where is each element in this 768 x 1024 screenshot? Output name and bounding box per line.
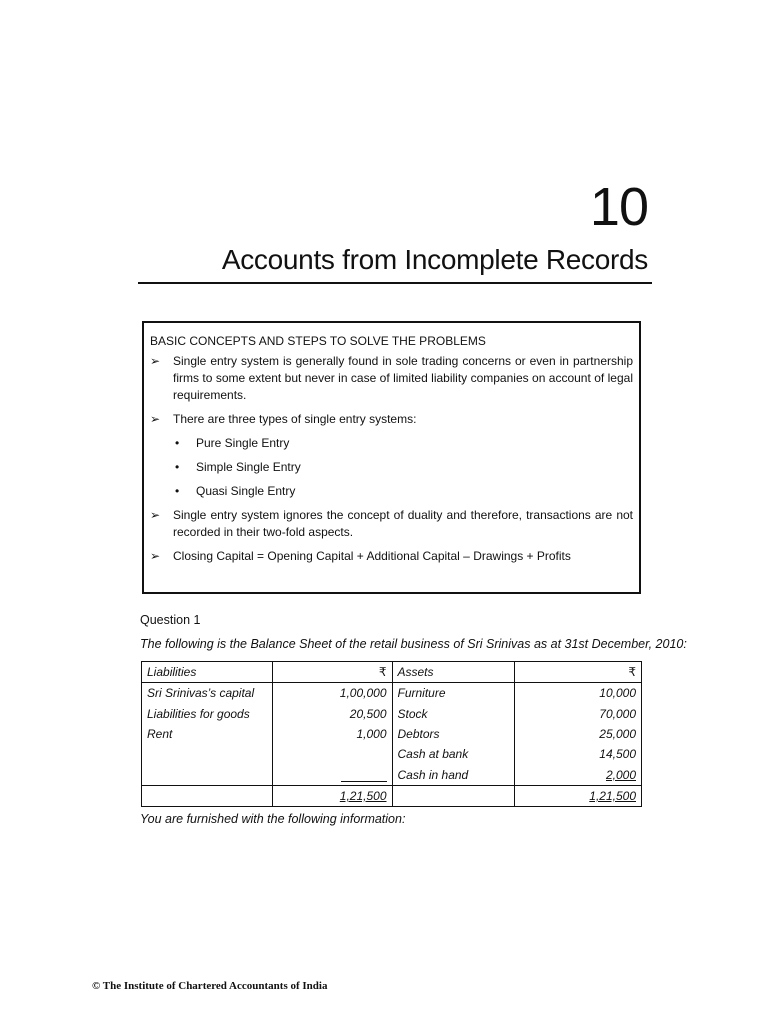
liability-amount: 1,00,000 [273, 683, 392, 704]
arrow-bullet-icon: ➢ [150, 549, 161, 563]
concept-text: Single entry system ignores the concept of duality and therefore, transactions are not recorded in their two-fold aspects. [173, 508, 633, 539]
table-row [142, 704, 642, 724]
asset-name: Cash in hand [392, 764, 514, 785]
sub-point-text: Simple Single Entry [196, 460, 301, 474]
sub-point [150, 459, 633, 476]
empty-cell [142, 764, 273, 785]
empty-cell [142, 744, 273, 764]
question-intro: The following is the Balance Sheet of the retail business of Sri Srinivas as at 31st December, 2010: [140, 637, 687, 651]
sub-point [150, 483, 633, 500]
chapter-number: 10 [589, 177, 648, 237]
liability-amount: 20,500 [273, 704, 392, 724]
liabilities-header: Liabilities [142, 662, 273, 683]
asset-amount: 14,500 [514, 744, 641, 764]
subtotal-rule-cell [273, 764, 392, 785]
total-row [142, 785, 642, 806]
rupee-icon: ₹ [628, 665, 636, 680]
asset-amount [514, 764, 641, 785]
empty-cell [392, 785, 514, 806]
asset-amount: 25,000 [514, 724, 641, 744]
title-rule [138, 282, 652, 284]
question-followup: You are furnished with the following information: [140, 812, 406, 826]
rupee-icon: ₹ [378, 665, 387, 680]
liabilities-total-value: 1,21,500 [339, 788, 387, 803]
basic-concepts-box [142, 321, 641, 594]
asset-amount: 70,000 [514, 704, 641, 724]
empty-cell [273, 744, 392, 764]
table-header-row [142, 662, 642, 683]
dot-bullet-icon: • [175, 484, 180, 498]
arrow-bullet-icon: ➢ [150, 412, 161, 426]
liabilities-total [273, 785, 392, 806]
assets-total [514, 785, 641, 806]
liability-name: Rent [142, 724, 273, 744]
table-row [142, 764, 642, 785]
asset-name: Stock [392, 704, 514, 724]
concept-point [150, 507, 633, 541]
dot-bullet-icon: • [175, 460, 180, 474]
asset-name: Cash at bank [392, 744, 514, 764]
concept-point [150, 353, 633, 404]
balance-sheet-table [141, 661, 642, 807]
asset-amount-underlined: 2,000 [605, 767, 636, 782]
concept-formula: Closing Capital = Opening Capital + Additional Capital – Drawings + Profits [173, 549, 571, 563]
concept-text: Single entry system is generally found in sole trading concerns or even in partnership firms to some extent but never in case of limited liability companies on account of legal requirements. [173, 354, 633, 402]
sub-point-text: Pure Single Entry [196, 436, 290, 450]
chapter-title: Accounts from Incomplete Records [221, 244, 648, 275]
box-heading: BASIC CONCEPTS AND STEPS TO SOLVE THE PROBLEMS [150, 334, 486, 348]
dot-bullet-icon: • [175, 436, 180, 450]
assets-total-value: 1,21,500 [589, 788, 636, 803]
table-row [142, 744, 642, 764]
liability-name: Sri Srinivas’s capital [142, 683, 273, 704]
sub-point-text: Quasi Single Entry [196, 484, 296, 498]
table-row [142, 724, 642, 744]
assets-header: Assets [392, 662, 514, 683]
concept-text: There are three types of single entry systems: [173, 412, 417, 426]
arrow-bullet-icon: ➢ [150, 508, 161, 522]
liability-name: Liabilities for goods [142, 704, 273, 724]
question-label: Question 1 [140, 613, 201, 627]
asset-amount: 10,000 [514, 683, 641, 704]
arrow-bullet-icon: ➢ [150, 354, 161, 368]
assets-currency-header [514, 662, 641, 683]
empty-cell [142, 785, 273, 806]
copyright-footer: © The Institute of Chartered Accountants of India [92, 980, 328, 992]
asset-name: Debtors [392, 724, 514, 744]
table-row [142, 683, 642, 704]
liability-amount: 1,000 [273, 724, 392, 744]
concept-point [150, 411, 633, 428]
asset-name: Furniture [392, 683, 514, 704]
concept-point [150, 548, 633, 565]
subtotal-rule [341, 767, 387, 782]
liabilities-currency-header [273, 662, 392, 683]
sub-point [150, 435, 633, 452]
